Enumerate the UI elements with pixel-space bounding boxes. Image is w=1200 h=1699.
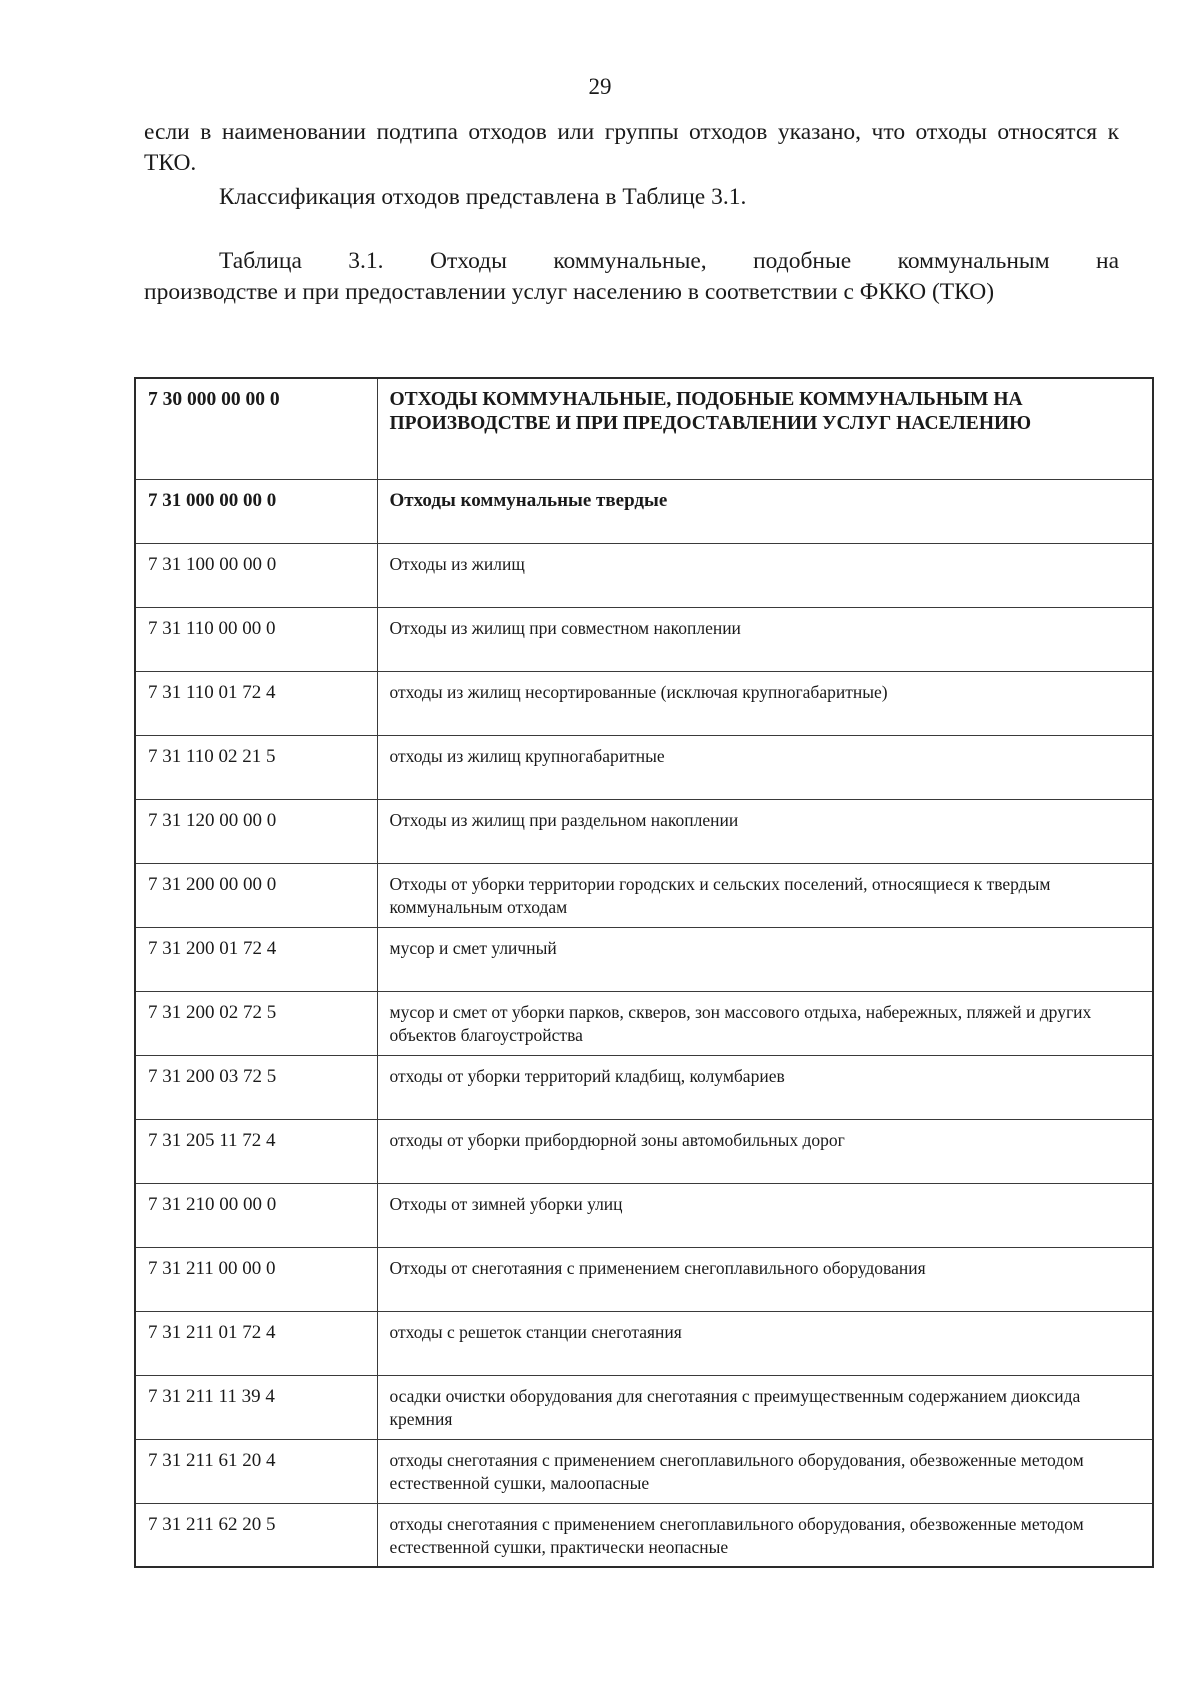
table-cell-code: 7 31 200 03 72 5 (135, 1055, 377, 1119)
table-cell-code: 7 31 210 00 00 0 (135, 1183, 377, 1247)
table-cell-code: 7 31 110 01 72 4 (135, 671, 377, 735)
table-cell-name: отходы снеготаяния с применением снегоплавильного оборудования, обезвоженные методом естественной сушки, практически неопасные (377, 1503, 1153, 1567)
table-row (135, 607, 1153, 671)
table-caption-rest: производстве и при предоставлении услуг населению в соответствии с ФККО (ТКО) (144, 279, 995, 305)
table-row (135, 1375, 1153, 1439)
table-cell-name: отходы с решеток станции снеготаяния (377, 1311, 1153, 1375)
table-cell-name: Отходы от уборки территории городских и сельских поселений, относящиеся к твердым коммунальным отходам (377, 863, 1153, 927)
paragraph-tko-note: если в наименовании подтипа отходов или группы отходов указано, что отходы относятся к ТКО. (144, 119, 1119, 176)
table-cell-code: 7 31 205 11 72 4 (135, 1119, 377, 1183)
table-cell-code: 7 31 211 62 20 5 (135, 1503, 377, 1567)
table-cell-name: отходы из жилищ крупногабаритные (377, 735, 1153, 799)
table-cell-code: 7 30 000 00 00 0 (135, 378, 377, 479)
table-cell-name: Отходы от снеготаяния с применением снегоплавильного оборудования (377, 1247, 1153, 1311)
table-caption (144, 246, 1119, 308)
table-cell-code: 7 31 200 02 72 5 (135, 991, 377, 1055)
table-cell-name: отходы от уборки прибордюрной зоны автомобильных дорог (377, 1119, 1153, 1183)
table-row (135, 378, 1153, 479)
table-cell-code: 7 31 100 00 00 0 (135, 543, 377, 607)
table-cell-name: отходы из жилищ несортированные (исключая крупногабаритные) (377, 671, 1153, 735)
table-row (135, 927, 1153, 991)
table-row (135, 1503, 1153, 1567)
table-cell-name: осадки очистки оборудования для снеготаяния с преимущественным содержанием диоксида кремния (377, 1375, 1153, 1439)
table-cell-name: отходы от уборки территорий кладбищ, колумбариев (377, 1055, 1153, 1119)
table-row (135, 1247, 1153, 1311)
table-cell-name: мусор и смет уличный (377, 927, 1153, 991)
table-cell-code: 7 31 110 02 21 5 (135, 735, 377, 799)
table-row (135, 735, 1153, 799)
page-number: 29 (588, 74, 612, 99)
table-row (135, 991, 1153, 1055)
table-cell-code: 7 31 120 00 00 0 (135, 799, 377, 863)
table-cell-code: 7 31 211 61 20 4 (135, 1439, 377, 1503)
table-cell-code: 7 31 211 00 00 0 (135, 1247, 377, 1311)
table-row (135, 543, 1153, 607)
table-row (135, 1119, 1153, 1183)
table-row (135, 1183, 1153, 1247)
table-caption-line1: Таблица 3.1. Отходы коммунальные, подобные коммунальным на (219, 248, 1119, 274)
table-row (135, 1439, 1153, 1503)
table-cell-name: отходы снеготаяния с применением снегоплавильного оборудования, обезвоженные методом естественной сушки, малоопасные (377, 1439, 1153, 1503)
table-cell-name: Отходы коммунальные твердые (377, 479, 1153, 543)
table-cell-name: Отходы из жилищ при раздельном накоплении (377, 799, 1153, 863)
table-row (135, 671, 1153, 735)
fkko-table (134, 377, 1154, 1568)
table-row (135, 1311, 1153, 1375)
table-cell-code: 7 31 200 01 72 4 (135, 927, 377, 991)
table-cell-name: Отходы из жилищ (377, 543, 1153, 607)
table-cell-code: 7 31 211 11 39 4 (135, 1375, 377, 1439)
table-cell-code: 7 31 110 00 00 0 (135, 607, 377, 671)
table-row (135, 479, 1153, 543)
table-cell-code: 7 31 200 00 00 0 (135, 863, 377, 927)
table-row (135, 1055, 1153, 1119)
paragraph-classification: Классификация отходов представлена в Таблице 3.1. (219, 184, 747, 210)
table-row (135, 863, 1153, 927)
table-row (135, 799, 1153, 863)
table-cell-code: 7 31 211 01 72 4 (135, 1311, 377, 1375)
table-cell-name: ОТХОДЫ КОММУНАЛЬНЫЕ, ПОДОБНЫЕ КОММУНАЛЬНЫМ НА ПРОИЗВОДСТВЕ И ПРИ ПРЕДОСТАВЛЕНИИ УСЛУГ НАСЕЛЕНИЮ (377, 378, 1153, 479)
table-cell-code: 7 31 000 00 00 0 (135, 479, 377, 543)
table-cell-name: Отходы от зимней уборки улиц (377, 1183, 1153, 1247)
table-cell-name: Отходы из жилищ при совместном накоплении (377, 607, 1153, 671)
table-cell-name: мусор и смет от уборки парков, скверов, зон массового отдыха, набережных, пляжей и других объектов благоустройства (377, 991, 1153, 1055)
